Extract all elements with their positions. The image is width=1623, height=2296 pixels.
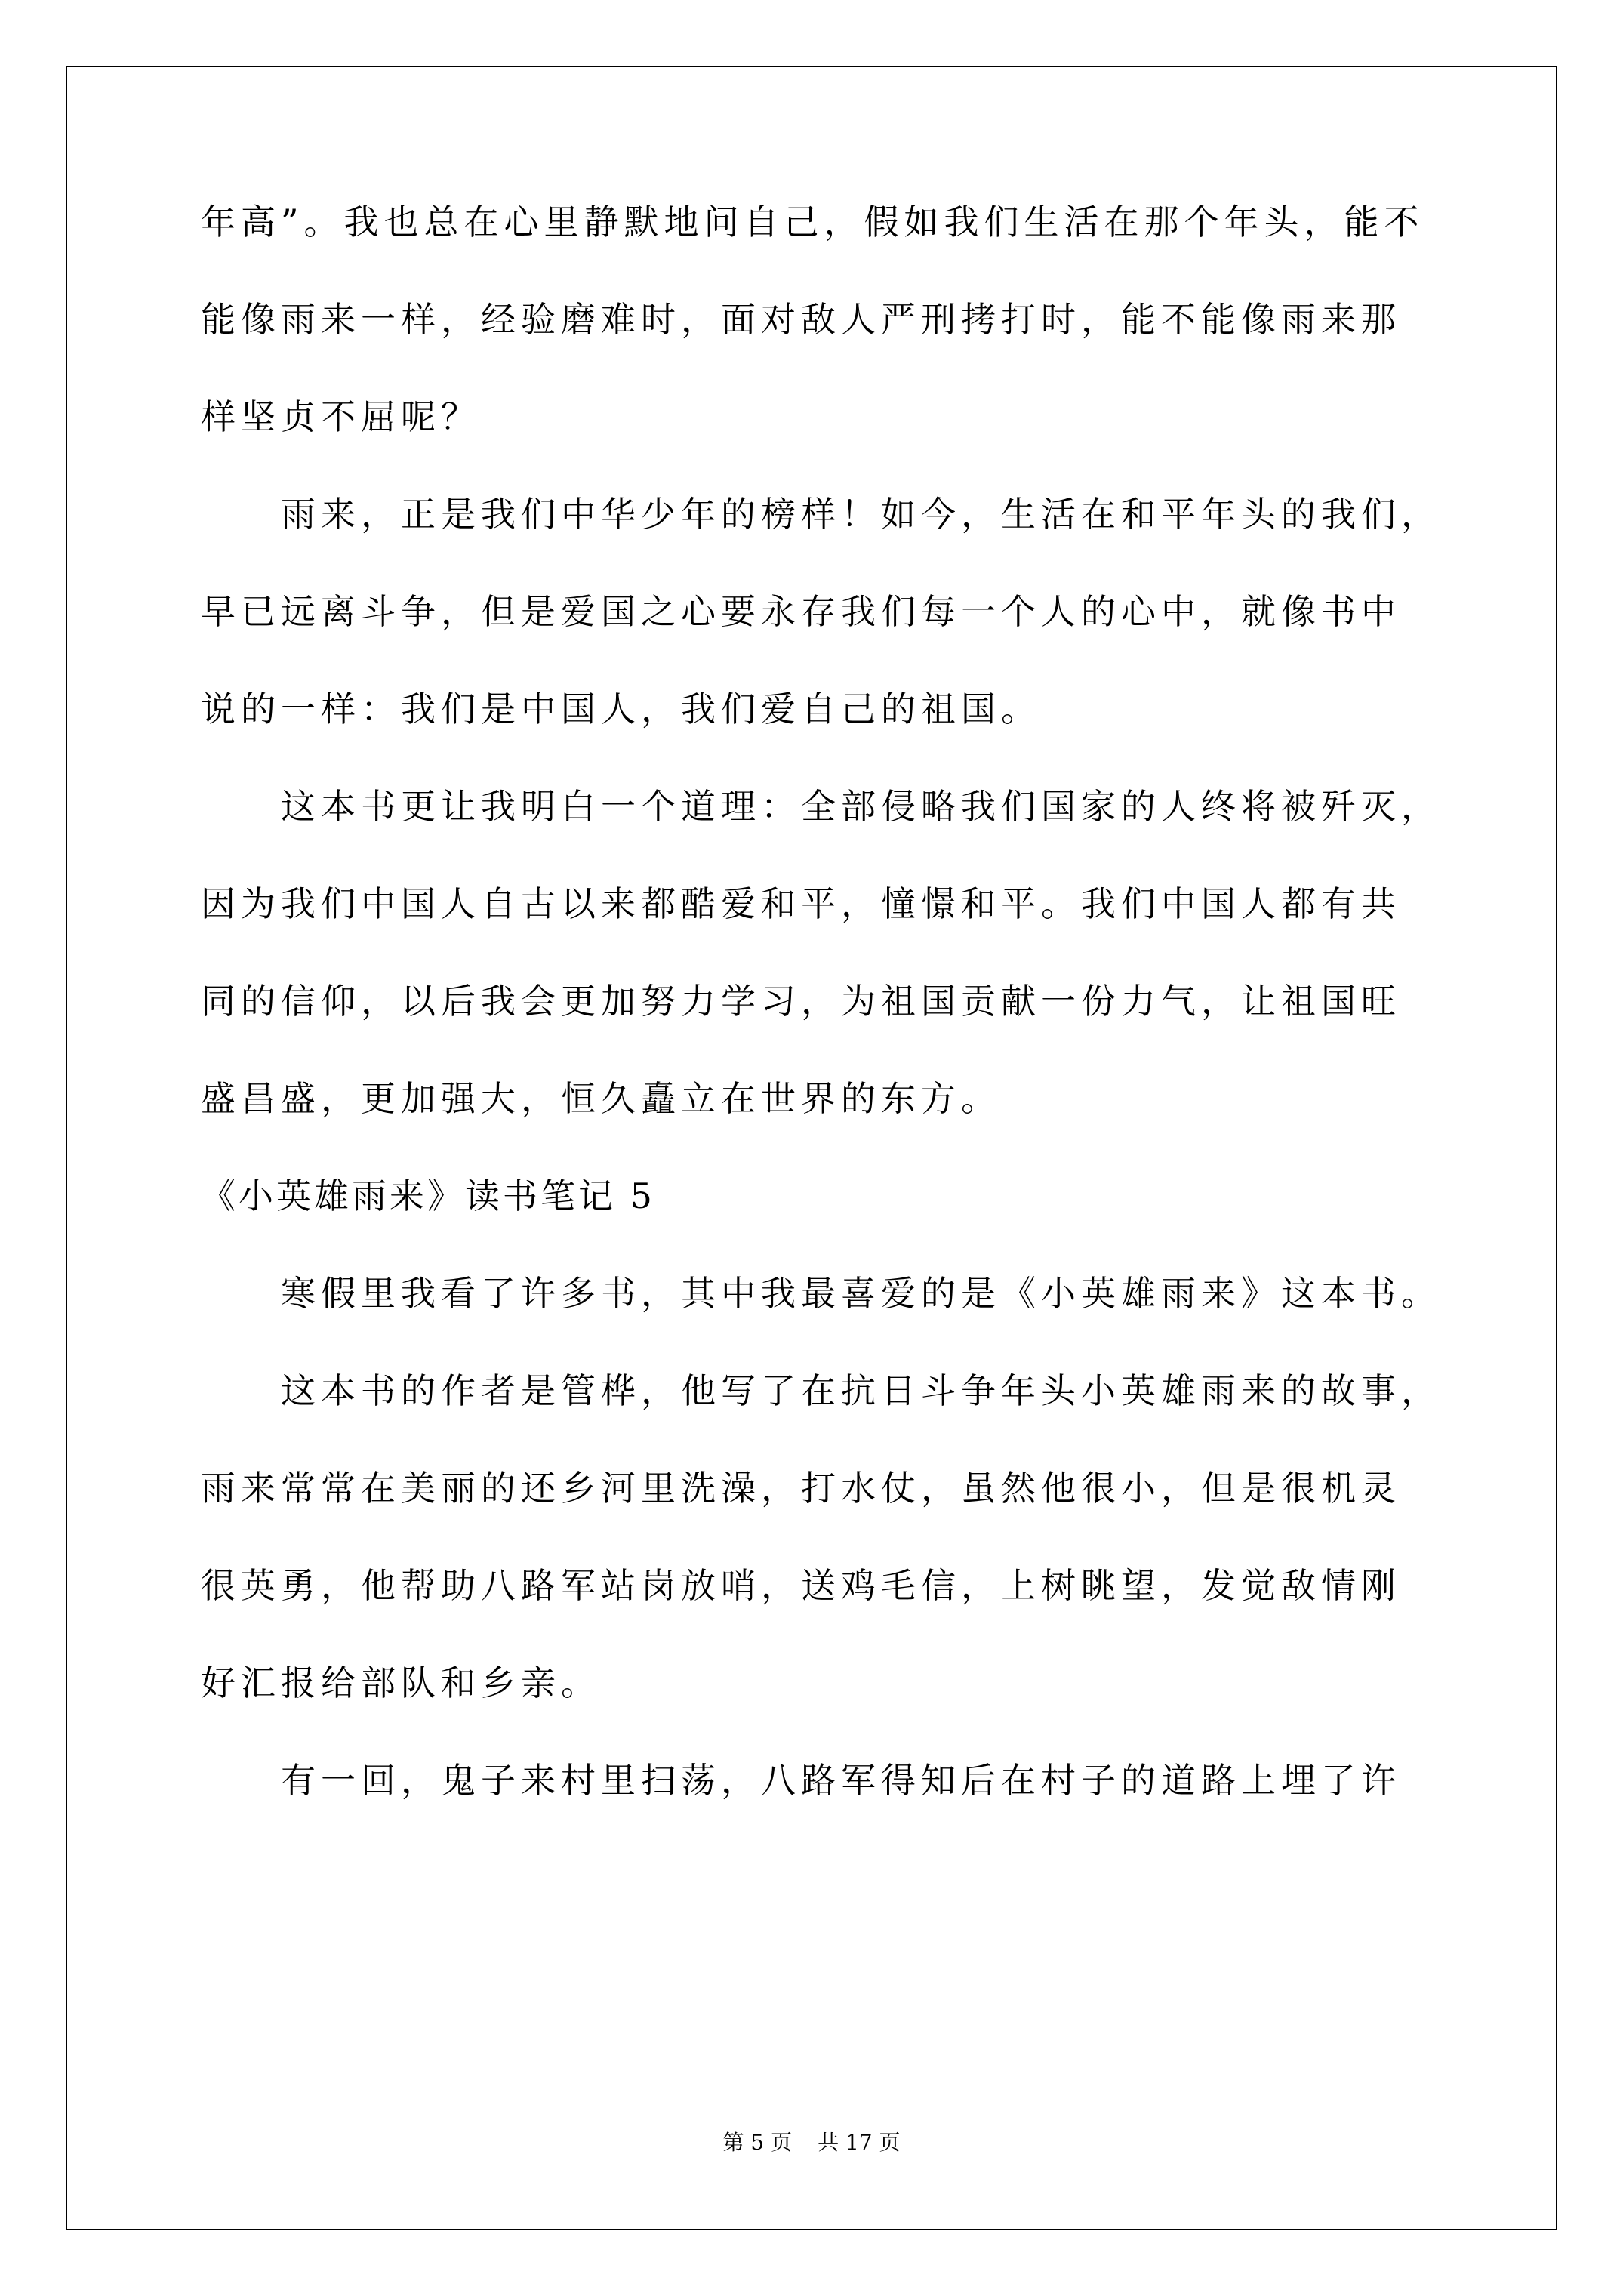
- text-line: 很英勇，他帮助八路军站岗放哨，送鸡毛信，上树眺望，发觉敌情刚: [201, 1565, 1401, 1606]
- text-line: 因为我们中国人自古以来都酷爱和平，憧憬和平。我们中国人都有共: [201, 883, 1401, 924]
- page-total: 共 17 页: [818, 2130, 901, 2155]
- paragraph-start: 这本书的作者是管桦，他写了在抗日斗争年头小英雄雨来的故事，: [281, 1370, 1441, 1411]
- section-heading: 《小英雄雨来》读书笔记 5: [201, 1176, 655, 1216]
- paragraph-start: 有一回，鬼子来村里扫荡，八路军得知后在村子的道路上埋了许: [281, 1760, 1401, 1801]
- page-number: 第 5 页: [722, 2130, 793, 2155]
- text-line: 早已远离斗争，但是爱国之心要永存我们每一个人的心中，就像书中: [201, 591, 1401, 632]
- text-line: 同的信仰，以后我会更加努力学习，为祖国贡献一份力气，让祖国旺: [201, 981, 1401, 1022]
- text-line: 年高”。我也总在心里静默地问自己，假如我们生活在那个年头，能不: [201, 202, 1424, 242]
- paragraph-start: 寒假里我看了许多书，其中我最喜爱的是《小英雄雨来》这本书。: [281, 1273, 1441, 1314]
- text-line: 盛昌盛，更加强大，恒久矗立在世界的东方。: [201, 1078, 1001, 1119]
- paragraph-start: 雨来，正是我们中华少年的榜样！如今，生活在和平年头的我们，: [281, 494, 1441, 535]
- text-line: 说的一样：我们是中国人，我们爱自己的祖国。: [201, 689, 1041, 729]
- page-footer: [0, 2128, 1623, 2158]
- paragraph-start: 这本书更让我明白一个道理：全部侵略我们国家的人终将被歼灭，: [281, 786, 1441, 827]
- text-line: 能像雨来一样，经验磨难时，面对敌人严刑拷打时，能不能像雨来那: [201, 299, 1401, 340]
- text-line: 好汇报给部队和乡亲。: [201, 1663, 601, 1703]
- text-line: 样坚贞不屈呢？: [201, 396, 481, 437]
- text-line: 雨来常常在美丽的还乡河里洗澡，打水仗，虽然他很小，但是很机灵: [201, 1468, 1401, 1509]
- document-body: [201, 174, 1441, 1829]
